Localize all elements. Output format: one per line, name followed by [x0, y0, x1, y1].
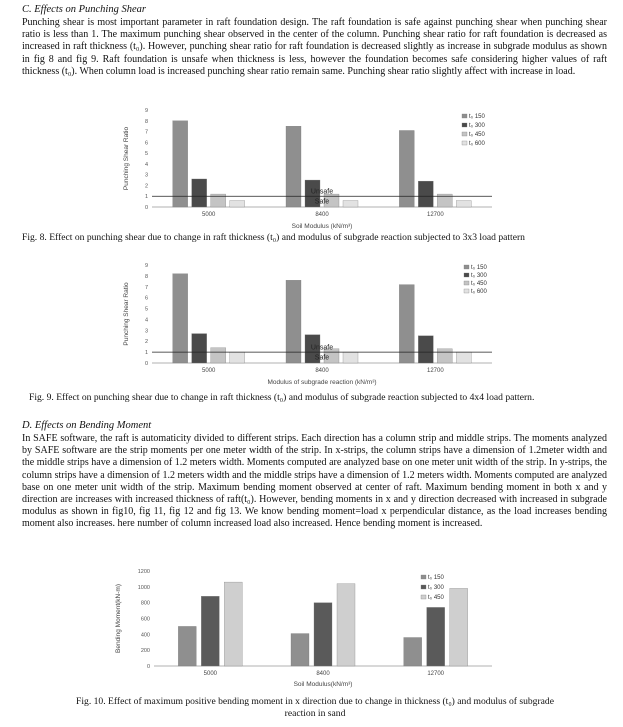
fig10-caption-line2: reaction in sand	[284, 708, 346, 719]
y-tick-label: 0	[144, 205, 148, 211]
bar	[224, 582, 242, 666]
legend-label: t₀ 150	[471, 265, 487, 271]
legend-label: t₀ 600	[471, 289, 487, 295]
legend-swatch	[464, 273, 469, 277]
y-tick-label: 2	[144, 183, 148, 190]
bar	[337, 584, 355, 666]
bar	[399, 285, 414, 363]
bar	[286, 280, 301, 363]
y-tick-label: 0	[144, 361, 148, 367]
fig8-chart	[120, 104, 502, 231]
y-tick-label: 3	[144, 172, 148, 179]
x-tick-label: 12700	[426, 212, 444, 218]
bar	[173, 121, 188, 207]
y-tick-label: 1	[144, 194, 148, 201]
bar	[456, 352, 471, 363]
x-tick-label: 8400	[315, 212, 329, 218]
y-tick-label: 5	[144, 306, 148, 313]
bar	[178, 626, 196, 666]
legend-label: t₀ 150	[428, 575, 444, 581]
safe-label: Safe	[314, 198, 330, 206]
fig10-chart	[112, 565, 502, 691]
y-tick-label: 8	[144, 273, 148, 280]
legend-swatch	[462, 123, 467, 127]
bar	[399, 130, 414, 207]
x-tick-label: 8400	[316, 671, 330, 677]
section-c-paragraph: Punching shear is most important parameter in raft foundation design. The raft foundation is safe against punching shear when punching shear ratio is less than 1. The maximum punching shear observed in the center of the column. Punching shear ratio for raft foundation is decreased as increased in raft thickness (t₀). However, punching shear ratio for raft foundation is decreased slightly as increase in subgrade modulus as shown in fig 8 and fig 9. Raft foundation is unsafe when thickness is less, however the foundation becomes safe considering higher values of raft thickness (t₀). When column load is increased punching shear ratio remain same. Punching shear ratio slightly affect with increase in load.	[22, 17, 607, 77]
legend-label: t₀ 450	[469, 132, 485, 138]
section-d-heading: D. Effects on Bending Moment	[22, 420, 152, 431]
bar	[437, 349, 452, 363]
fig9-chart	[120, 257, 502, 389]
y-tick-label: 7	[144, 284, 148, 291]
safe-label: Safe	[314, 354, 330, 362]
x-tick-label: 5000	[201, 368, 216, 374]
legend-label: t₀ 150	[469, 114, 485, 120]
legend-label: t₀ 300	[469, 123, 485, 129]
y-tick-label: 1200	[137, 569, 150, 575]
legend-swatch	[464, 289, 469, 293]
figure-9	[120, 257, 502, 389]
bar	[427, 607, 445, 666]
bar	[450, 588, 468, 666]
bar	[201, 596, 219, 666]
y-tick-label: 200	[140, 648, 150, 655]
bar	[343, 201, 358, 207]
section-c-heading: C. Effects on Punching Shear	[22, 4, 146, 15]
x-tick-label: 8400	[315, 368, 329, 374]
fig10-caption	[40, 696, 590, 720]
unsafe-label: Unsafe	[310, 188, 334, 196]
y-tick-label: 9	[144, 108, 148, 114]
x-tick-label: 12700	[426, 368, 444, 374]
y-tick-label: 6	[144, 140, 148, 147]
bar	[192, 179, 207, 207]
bar	[418, 336, 433, 363]
y-tick-label: 400	[140, 632, 150, 639]
bar	[230, 201, 245, 207]
bar	[314, 603, 332, 666]
legend-swatch	[421, 595, 426, 599]
bar	[343, 352, 358, 363]
y-tick-label: 6	[144, 295, 148, 302]
legend-label: t₀ 450	[471, 281, 487, 287]
x-tick-label: 12700	[427, 671, 445, 677]
y-tick-label: 0	[146, 664, 150, 670]
bar	[456, 201, 471, 207]
legend-swatch	[464, 281, 469, 285]
legend-label: t₀ 300	[428, 585, 444, 591]
y-tick-label: 8	[144, 118, 148, 125]
legend-swatch	[421, 585, 426, 589]
bar	[291, 634, 309, 666]
legend-label: t₀ 450	[428, 595, 444, 601]
y-tick-label: 5	[144, 151, 148, 158]
fig8-caption: Fig. 8. Effect on punching shear due to change in raft thickness (t₀) and modulus of subgrade reaction subjected to 3x3 load pattern	[22, 232, 525, 243]
fig10-caption-line1: Fig. 10. Effect of maximum positive bending moment in x direction due to change in thickness (t₀) and modulus of subgrade	[76, 696, 554, 707]
legend-swatch	[421, 575, 426, 579]
y-tick-label: 800	[140, 600, 150, 607]
figure-10	[112, 565, 502, 691]
section-d-paragraph: In SAFE software, the raft is automaticity divided to different strips. Each direction has a column strip and middle strips. The moments analyzed by SAFE software are the strip moments per one meter width of the strip. In x-strips, the column strips have a dimension of 1.2meter width and the middle strips have a dimension of 1.2 meters width. Moments computed are analyzed base on one meter unit width of the strip. In y-strips, the column strips have a dimension of 1.2 meters width and the middle strips have a dimension of 1.2 meters width. Moments computed are analyzed base on one meter unit width of the strip. Maximum bending moment observed at center of raft. Maximum bending moment in both x and y direction are increases with increased thickness of raft(t₀). However, bending moments in x and y direction decreased with increased in subgrade modulus as shown in fig10, fig 11, fig 12 and fig 13. We know bending moment=load x perpendicular distance, as the load increases bending moment also increases. here number of column increased load also increased. Hence bending moment is increased.	[22, 433, 607, 530]
bar	[230, 352, 245, 363]
y-tick-label: 7	[144, 129, 148, 136]
legend-swatch	[462, 132, 467, 136]
legend-swatch	[462, 114, 467, 118]
y-tick-label: 1000	[137, 584, 150, 591]
unsafe-label: Unsafe	[310, 344, 334, 352]
x-tick-label: 5000	[203, 671, 218, 677]
y-tick-label: 1	[144, 350, 148, 357]
legend-swatch	[464, 265, 469, 269]
bar	[192, 334, 207, 363]
bar	[418, 181, 433, 207]
y-axis-label: Punching Shear Ratio	[123, 282, 130, 346]
bar	[404, 638, 422, 667]
y-axis-label: Punching Shear Ratio	[123, 126, 130, 191]
legend-swatch	[462, 141, 467, 145]
x-axis-label: Modulus of subgrade reaction (kN/m³)	[267, 379, 377, 386]
bar	[211, 348, 226, 363]
y-tick-label: 4	[144, 317, 148, 324]
fig9-caption: Fig. 9. Effect on punching shear due to change in raft thickness (t₀) and modulus of subgrade reaction subjected to 4x4 load pattern.	[29, 392, 535, 403]
y-tick-label: 600	[140, 616, 150, 623]
x-axis-label: Soil Modulus (kN/m³)	[291, 223, 353, 230]
bar	[286, 126, 301, 207]
y-tick-label: 3	[144, 328, 148, 335]
legend-label: t₀ 300	[471, 273, 487, 279]
y-tick-label: 9	[144, 263, 148, 269]
figure-8	[120, 104, 502, 231]
legend-label: t₀ 600	[469, 141, 485, 147]
y-axis-label: Bending Moment(kN-m)	[115, 584, 122, 653]
y-tick-label: 2	[144, 339, 148, 346]
y-tick-label: 4	[144, 161, 148, 168]
x-axis-label: Soil Modulus(kN/m³)	[293, 681, 353, 688]
bar	[173, 274, 188, 363]
x-tick-label: 5000	[201, 212, 216, 218]
